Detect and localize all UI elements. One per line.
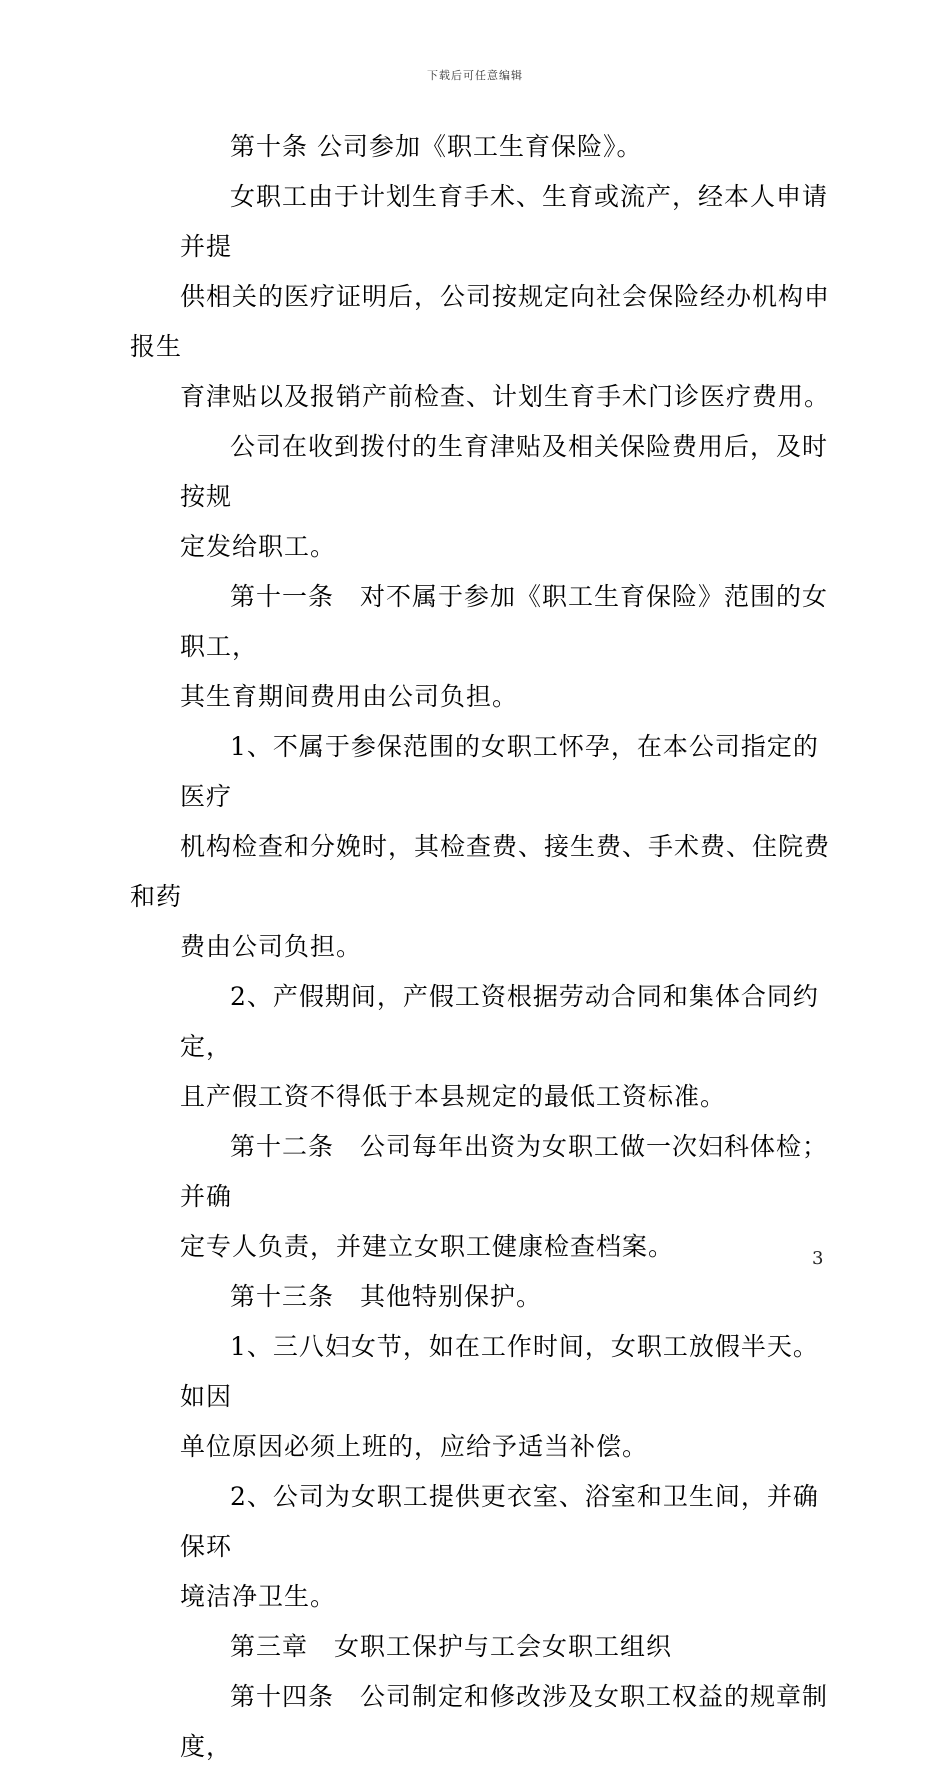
- text-line-17: [130, 1322, 830, 1422]
- text-line-14-content: 第十二条 公司每年出资为女职工做一次妇科体检；并确: [180, 1132, 829, 1211]
- text-line-7: [130, 572, 830, 672]
- text-line-22-content: 第十四条 公司制定和修改涉及女职工权益的规章制度，: [180, 1682, 829, 1761]
- text-line-20: [130, 1572, 830, 1622]
- text-line-11-content: 费由公司负担。: [180, 932, 363, 961]
- text-line-5-content: 公司在收到拨付的生育津贴及相关保险费用后，及时按规: [180, 432, 829, 511]
- text-line-7-content: 第十一条 对不属于参加《职工生育保险》范围的女职工，: [180, 582, 829, 661]
- text-line-10: [130, 822, 830, 922]
- text-line-15-content: 定专人负责，并建立女职工健康检查档案。: [180, 1232, 675, 1261]
- text-line-12-content: 2、产假期间，产假工资根据劳动合同和集体合同约定，: [180, 982, 819, 1061]
- text-line-8-content: 其生育期间费用由公司负担。: [180, 682, 519, 711]
- text-line-10-content: 机构检查和分娩时，其检查费、接生费、手术费、住院费和药: [130, 832, 831, 911]
- text-line-12: [130, 972, 830, 1072]
- text-line-22: [130, 1672, 830, 1772]
- text-line-17-content: 1、三八妇女节，如在工作时间，女职工放假半天。如因: [180, 1332, 819, 1411]
- text-line-18-content: 单位原因必须上班的，应给予适当补偿。: [180, 1432, 649, 1461]
- text-line-2: [130, 172, 830, 272]
- text-line-4-content: 育津贴以及报销产前检查、计划生育手术门诊医疗费用。: [180, 382, 831, 411]
- document-body: [130, 122, 830, 1772]
- text-line-21-content: 第三章 女职工保护与工会女职工组织: [230, 1632, 673, 1661]
- text-line-16-content: 第十三条 其他特别保护。: [230, 1282, 543, 1311]
- text-line-18: [130, 1422, 830, 1472]
- text-line-15: [130, 1222, 830, 1272]
- text-line-5: [130, 422, 830, 522]
- header-note: 下载后可任意编辑: [427, 69, 523, 82]
- text-line-16: [130, 1272, 830, 1322]
- text-line-21: [130, 1622, 830, 1672]
- text-line-1: [130, 122, 830, 172]
- text-line-19: [130, 1472, 830, 1572]
- text-line-4: [130, 372, 830, 422]
- text-line-2-content: 女职工由于计划生育手术、生育或流产，经本人申请并提: [180, 182, 829, 261]
- text-line-3-content: 供相关的医疗证明后，公司按规定向社会保险经办机构申报生: [130, 282, 831, 361]
- text-line-13-content: 且产假工资不得低于本县规定的最低工资标准。: [180, 1082, 727, 1111]
- text-line-6: [130, 522, 830, 572]
- text-line-6-content: 定发给职工。: [180, 532, 337, 561]
- text-line-1-content: 第十条 公司参加《职工生育保险》。: [230, 132, 643, 161]
- text-line-11: [130, 922, 830, 972]
- text-line-20-content: 境洁净卫生。: [180, 1582, 337, 1611]
- text-line-19-content: 2、公司为女职工提供更衣室、浴室和卫生间，并确保环: [180, 1482, 819, 1561]
- page-number: 3: [812, 1248, 824, 1269]
- text-line-3: [130, 272, 830, 372]
- text-line-9-content: 1、不属于参保范围的女职工怀孕，在本公司指定的医疗: [180, 732, 819, 811]
- text-line-9: [130, 722, 830, 822]
- text-line-8: [130, 672, 830, 722]
- text-line-14: [130, 1122, 830, 1222]
- text-line-13: [130, 1072, 830, 1122]
